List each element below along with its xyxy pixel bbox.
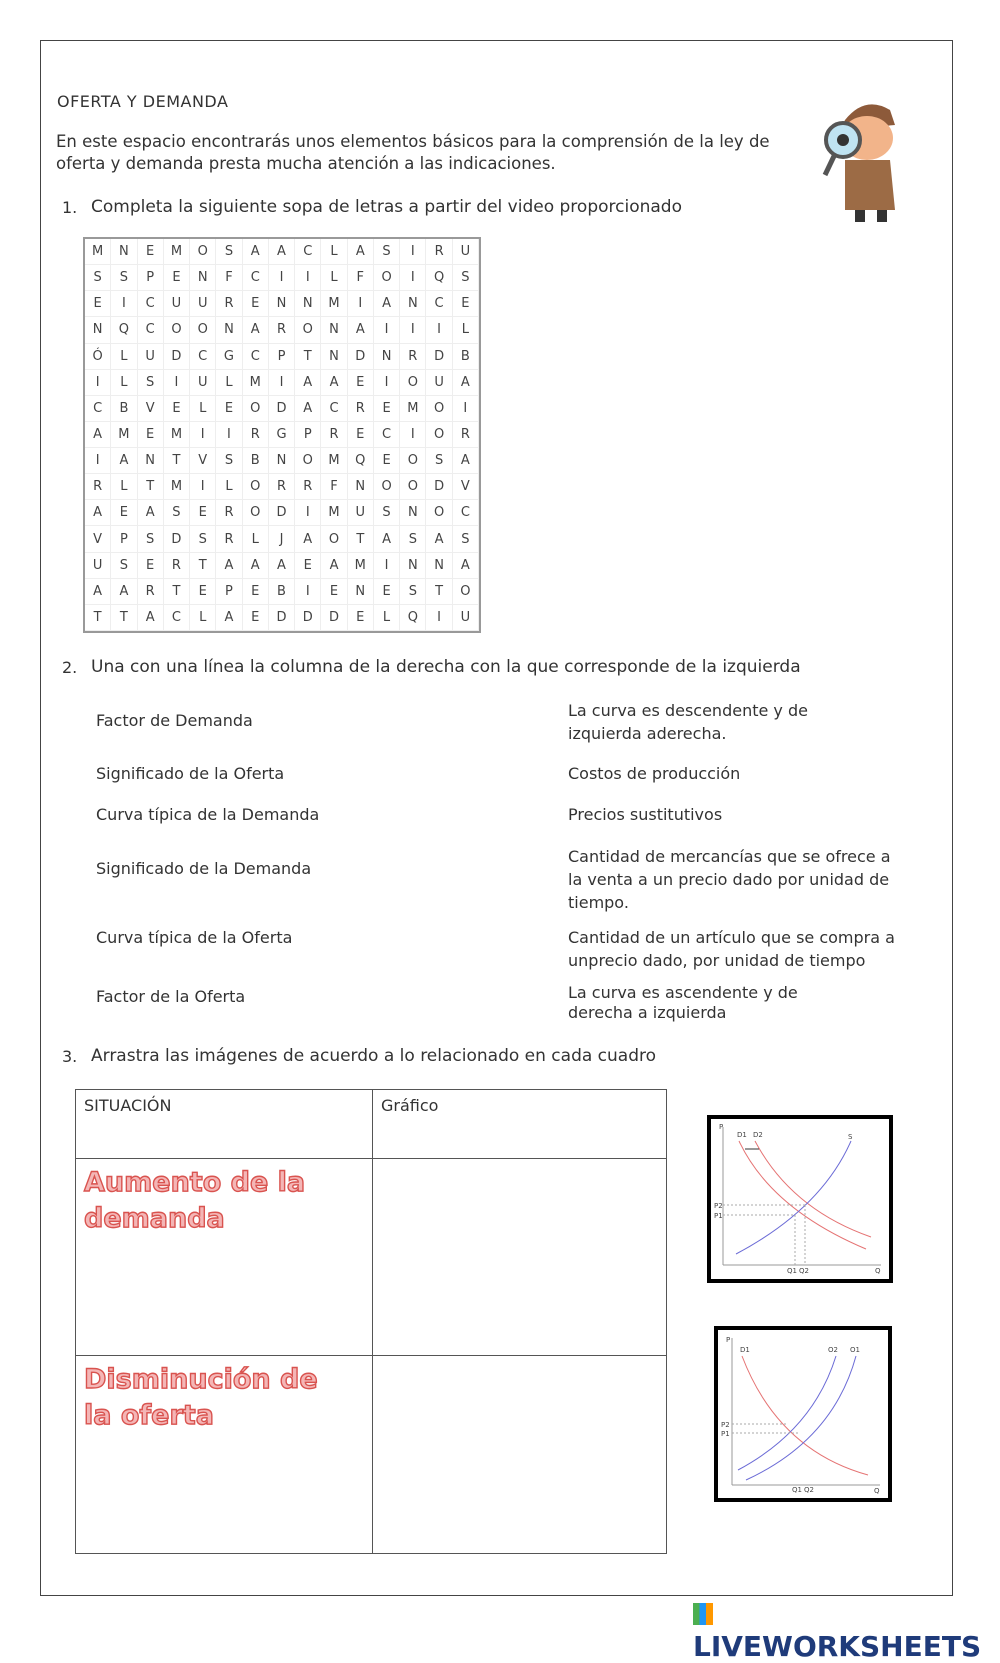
letter-cell[interactable]: C <box>164 605 190 631</box>
letter-cell[interactable]: E <box>190 500 216 526</box>
detective-icon <box>805 90 925 225</box>
demand-curve-d1 <box>739 1141 866 1249</box>
letter-cell[interactable]: R <box>269 317 295 343</box>
axis-p-label: P <box>719 1123 724 1131</box>
letter-cell[interactable]: N <box>348 474 374 500</box>
letter-cell[interactable]: I <box>374 370 400 396</box>
letter-cell[interactable]: I <box>85 448 111 474</box>
letter-cell[interactable]: O <box>453 579 479 605</box>
p1-label: P1 <box>714 1212 723 1220</box>
letter-cell[interactable]: U <box>453 605 479 631</box>
letter-cell[interactable]: T <box>85 605 111 631</box>
letter-cell[interactable]: R <box>295 474 321 500</box>
draggable-chart-demand-shift[interactable] <box>707 1115 893 1283</box>
right-item-6[interactable]: La curva es ascendente y de derecha a izquierda <box>568 983 798 1022</box>
letter-cell[interactable]: R <box>164 553 190 579</box>
drop-zone-1[interactable] <box>373 1159 667 1356</box>
letter-cell[interactable]: E <box>216 396 242 422</box>
letter-cell[interactable]: U <box>348 500 374 526</box>
letter-cell[interactable]: Q <box>400 605 426 631</box>
letter-cell[interactable]: E <box>243 291 269 317</box>
letter-cell[interactable]: S <box>400 579 426 605</box>
letter-cell[interactable]: A <box>374 291 400 317</box>
letter-cell[interactable]: N <box>400 291 426 317</box>
letter-cell[interactable]: E <box>374 448 400 474</box>
left-item-6[interactable]: Factor de la Oferta <box>96 987 246 1006</box>
letter-cell[interactable]: I <box>295 500 321 526</box>
header-situation: SITUACIÓN <box>76 1090 373 1159</box>
letter-cell[interactable]: C <box>243 344 269 370</box>
letter-cell[interactable]: I <box>374 553 400 579</box>
letter-cell[interactable]: R <box>348 396 374 422</box>
right-item-3[interactable]: Precios sustitutivos <box>568 805 723 824</box>
letter-cell[interactable]: R <box>243 422 269 448</box>
letter-cell[interactable]: F <box>216 265 242 291</box>
letter-cell[interactable]: N <box>374 344 400 370</box>
letter-cell[interactable]: S <box>111 553 137 579</box>
letter-cell[interactable]: C <box>85 396 111 422</box>
letter-cell[interactable]: I <box>216 422 242 448</box>
axis-p-label: P <box>726 1336 731 1344</box>
letter-cell[interactable]: Q <box>111 317 137 343</box>
q2-label: Q2 <box>799 1267 809 1275</box>
left-item-1[interactable]: Factor de Demanda <box>96 711 253 730</box>
letter-cell[interactable]: R <box>321 422 347 448</box>
axis-q-label: Q <box>874 1487 880 1495</box>
letter-cell[interactable]: I <box>400 317 426 343</box>
letter-cell[interactable]: M <box>400 396 426 422</box>
letter-cell[interactable]: O <box>374 265 400 291</box>
letter-cell[interactable]: I <box>374 317 400 343</box>
letter-cell[interactable]: M <box>164 422 190 448</box>
letter-cell[interactable]: O <box>295 448 321 474</box>
letter-cell[interactable]: V <box>190 448 216 474</box>
right-item-1[interactable]: La curva es descendente y de izquierda aderecha. <box>568 701 808 743</box>
q2-label: Q2 <box>804 1486 814 1494</box>
letter-cell[interactable]: E <box>164 396 190 422</box>
letter-cell[interactable]: N <box>321 317 347 343</box>
letter-cell[interactable]: R <box>400 344 426 370</box>
p2-label: P2 <box>721 1421 730 1429</box>
letter-cell[interactable]: L <box>243 526 269 552</box>
letter-cell[interactable]: T <box>164 579 190 605</box>
letter-cell[interactable]: B <box>453 344 479 370</box>
letter-cell[interactable]: I <box>295 579 321 605</box>
letter-cell[interactable]: Ó <box>85 344 111 370</box>
q2-number: 2. <box>62 658 78 677</box>
letter-cell[interactable]: E <box>243 579 269 605</box>
letter-cell[interactable]: E <box>453 291 479 317</box>
letter-cell[interactable]: N <box>111 239 137 265</box>
situation-demand-increase: Aumento de la demanda <box>84 1167 306 1234</box>
letter-cell[interactable]: A <box>138 605 164 631</box>
logo-icon <box>693 1603 713 1625</box>
letter-cell[interactable]: E <box>348 605 374 631</box>
letter-cell[interactable]: C <box>295 239 321 265</box>
letter-cell[interactable]: G <box>269 422 295 448</box>
letter-cell[interactable]: I <box>426 317 452 343</box>
letter-cell[interactable]: N <box>216 317 242 343</box>
letter-cell[interactable]: S <box>85 265 111 291</box>
letter-cell[interactable]: G <box>216 344 242 370</box>
header-grafico: Gráfico <box>373 1090 667 1159</box>
letter-cell[interactable]: O <box>400 370 426 396</box>
p1-label: P1 <box>721 1430 730 1438</box>
letter-cell[interactable]: A <box>295 526 321 552</box>
letter-cell[interactable]: I <box>453 396 479 422</box>
letter-cell[interactable]: A <box>295 370 321 396</box>
letter-cell[interactable]: U <box>85 553 111 579</box>
letter-cell[interactable]: Q <box>426 265 452 291</box>
letter-cell[interactable]: S <box>138 370 164 396</box>
letter-cell[interactable]: L <box>374 605 400 631</box>
letter-cell[interactable]: N <box>190 265 216 291</box>
letter-cell[interactable]: E <box>111 500 137 526</box>
letter-cell[interactable]: E <box>295 553 321 579</box>
letter-cell[interactable]: A <box>453 553 479 579</box>
letter-cell[interactable]: A <box>111 448 137 474</box>
letter-cell[interactable]: F <box>348 265 374 291</box>
letter-cell[interactable]: O <box>400 474 426 500</box>
letter-cell[interactable]: T <box>111 605 137 631</box>
letter-cell[interactable]: I <box>400 239 426 265</box>
letter-cell[interactable]: O <box>190 317 216 343</box>
letter-cell[interactable]: O <box>243 474 269 500</box>
letter-cell[interactable]: U <box>164 291 190 317</box>
letter-cell[interactable]: M <box>321 500 347 526</box>
q1-text: Completa la siguiente sopa de letras a partir del video proporcionado <box>91 197 682 217</box>
letter-cell[interactable]: A <box>269 553 295 579</box>
letter-cell[interactable]: M <box>164 474 190 500</box>
letter-cell[interactable]: E <box>321 579 347 605</box>
letter-cell[interactable]: R <box>453 422 479 448</box>
p2-label: P2 <box>714 1202 723 1210</box>
letter-cell[interactable]: C <box>374 422 400 448</box>
letter-cell[interactable]: A <box>295 396 321 422</box>
letter-cell[interactable]: J <box>269 526 295 552</box>
letter-cell[interactable]: M <box>111 422 137 448</box>
letter-cell[interactable]: S <box>164 500 190 526</box>
draggable-chart-supply-shift[interactable] <box>714 1326 892 1502</box>
letter-cell[interactable]: D <box>269 396 295 422</box>
letter-cell[interactable]: L <box>453 317 479 343</box>
letter-cell[interactable]: S <box>426 448 452 474</box>
letter-cell[interactable]: N <box>295 291 321 317</box>
letter-cell[interactable]: L <box>190 605 216 631</box>
letter-cell[interactable]: E <box>374 396 400 422</box>
letter-cell[interactable]: A <box>243 239 269 265</box>
letter-cell[interactable]: D <box>164 526 190 552</box>
letter-cell[interactable]: C <box>426 291 452 317</box>
letter-cell[interactable]: E <box>164 265 190 291</box>
letter-cell[interactable]: T <box>295 344 321 370</box>
letter-cell[interactable]: A <box>243 553 269 579</box>
letter-cell[interactable]: A <box>243 317 269 343</box>
letter-cell[interactable]: V <box>85 526 111 552</box>
letter-cell[interactable]: I <box>295 265 321 291</box>
letter-cell[interactable]: D <box>269 605 295 631</box>
letter-cell[interactable]: R <box>216 291 242 317</box>
letter-cell[interactable]: P <box>295 422 321 448</box>
letter-cell[interactable]: R <box>85 474 111 500</box>
letter-cell[interactable]: E <box>138 239 164 265</box>
letter-cell[interactable]: L <box>321 239 347 265</box>
letter-cell[interactable]: T <box>426 579 452 605</box>
letter-cell[interactable]: O <box>321 526 347 552</box>
letter-cell[interactable]: U <box>426 370 452 396</box>
letter-cell[interactable]: A <box>426 526 452 552</box>
letter-cell[interactable]: F <box>321 474 347 500</box>
left-item-5[interactable]: Curva típica de la Oferta <box>96 928 293 947</box>
letter-cell[interactable]: N <box>400 500 426 526</box>
letter-cell[interactable]: U <box>190 370 216 396</box>
letter-cell[interactable]: S <box>216 239 242 265</box>
letter-cell[interactable]: L <box>216 474 242 500</box>
letter-cell[interactable]: L <box>216 370 242 396</box>
letter-cell[interactable]: S <box>453 526 479 552</box>
letter-cell[interactable]: I <box>269 370 295 396</box>
letter-cell[interactable]: R <box>138 579 164 605</box>
letter-cell[interactable]: D <box>269 500 295 526</box>
d1-label: D1 <box>740 1346 750 1354</box>
axis-q-label: Q <box>875 1267 881 1275</box>
letter-cell[interactable]: I <box>269 265 295 291</box>
letter-cell[interactable]: E <box>243 605 269 631</box>
letter-cell[interactable]: S <box>400 526 426 552</box>
letter-cell[interactable]: M <box>321 291 347 317</box>
letter-cell[interactable]: I <box>426 605 452 631</box>
letter-cell[interactable]: A <box>85 579 111 605</box>
d1-label: D1 <box>737 1131 747 1139</box>
letter-cell[interactable]: I <box>111 291 137 317</box>
letter-cell[interactable]: I <box>190 474 216 500</box>
letter-cell[interactable]: O <box>243 396 269 422</box>
letter-cell[interactable]: P <box>111 526 137 552</box>
letter-cell[interactable]: D <box>426 474 452 500</box>
letter-cell[interactable]: D <box>321 605 347 631</box>
letter-cell[interactable]: E <box>138 422 164 448</box>
letter-cell[interactable]: U <box>190 291 216 317</box>
supply-curve-o1 <box>746 1356 856 1480</box>
letter-cell[interactable]: A <box>321 370 347 396</box>
letter-cell[interactable]: T <box>348 526 374 552</box>
letter-cell[interactable]: L <box>321 265 347 291</box>
letter-cell[interactable]: P <box>138 265 164 291</box>
supply-curve-s <box>736 1141 851 1254</box>
letter-cell[interactable]: N <box>426 553 452 579</box>
s-label: S <box>848 1133 853 1141</box>
letter-cell[interactable]: N <box>321 344 347 370</box>
letter-cell[interactable]: O <box>400 448 426 474</box>
drop-zone-2[interactable] <box>373 1356 667 1554</box>
liveworksheets-logo: LIVEWORKSHEETS <box>693 1597 1000 1663</box>
letter-cell[interactable]: M <box>85 239 111 265</box>
letter-cell[interactable]: N <box>269 448 295 474</box>
letter-cell[interactable]: R <box>269 474 295 500</box>
letter-cell[interactable]: O <box>426 396 452 422</box>
letter-cell[interactable]: C <box>138 317 164 343</box>
right-item-4[interactable]: Cantidad de mercancías que se ofrece a la venta a un precio dado por unidad de tiempo. <box>568 847 891 912</box>
letter-cell[interactable]: O <box>243 500 269 526</box>
right-item-5[interactable]: Cantidad de un artículo que se compra a unprecio dado, por unidad de tiempo <box>568 928 895 970</box>
d2-label: D2 <box>753 1131 763 1139</box>
letter-cell[interactable]: N <box>269 291 295 317</box>
letter-cell[interactable]: S <box>190 526 216 552</box>
letter-cell[interactable]: O <box>295 317 321 343</box>
letter-cell[interactable]: A <box>348 239 374 265</box>
letter-cell[interactable]: N <box>348 579 374 605</box>
letter-cell[interactable]: S <box>374 500 400 526</box>
letter-cell[interactable]: A <box>321 553 347 579</box>
q1-label: Q1 <box>787 1267 797 1275</box>
letter-cell[interactable]: A <box>138 500 164 526</box>
letter-cell[interactable]: I <box>400 265 426 291</box>
letter-cell[interactable]: E <box>85 291 111 317</box>
letter-cell[interactable]: N <box>138 448 164 474</box>
letter-cell[interactable]: R <box>216 526 242 552</box>
letter-cell[interactable]: A <box>348 317 374 343</box>
letter-cell[interactable]: S <box>453 265 479 291</box>
supply-curve-o2 <box>738 1356 836 1470</box>
letter-cell[interactable]: A <box>85 422 111 448</box>
letter-cell[interactable]: E <box>138 553 164 579</box>
q1-label: Q1 <box>792 1486 802 1494</box>
letter-cell[interactable]: C <box>138 291 164 317</box>
letter-cell[interactable]: A <box>453 448 479 474</box>
letter-cell[interactable]: N <box>400 553 426 579</box>
letter-cell[interactable]: T <box>190 553 216 579</box>
letter-cell[interactable]: C <box>453 500 479 526</box>
q2-text: Una con una línea la columna de la derecha con la que corresponde de la izquierda <box>91 657 801 677</box>
letter-cell[interactable]: S <box>111 265 137 291</box>
right-item-2[interactable]: Costos de producción <box>568 764 741 783</box>
letter-cell[interactable]: P <box>216 579 242 605</box>
letter-cell[interactable]: S <box>216 448 242 474</box>
letter-cell[interactable]: A <box>453 370 479 396</box>
left-item-4[interactable]: Significado de la Demanda <box>96 859 312 878</box>
letter-cell[interactable]: V <box>138 396 164 422</box>
letter-cell[interactable]: B <box>269 579 295 605</box>
o1-label: O1 <box>850 1346 860 1354</box>
letter-cell[interactable]: M <box>348 553 374 579</box>
letter-cell[interactable]: L <box>190 396 216 422</box>
letter-cell[interactable]: O <box>426 500 452 526</box>
situation-supply-decrease: Disminución de la oferta <box>84 1364 318 1431</box>
situation-table <box>75 1089 667 1554</box>
letter-cell[interactable]: M <box>164 239 190 265</box>
page-title: OFERTA Y DEMANDA <box>57 92 229 111</box>
letter-cell[interactable]: E <box>348 422 374 448</box>
letter-cell[interactable]: A <box>374 526 400 552</box>
letter-cell[interactable]: N <box>85 317 111 343</box>
letter-cell[interactable]: A <box>269 239 295 265</box>
letter-cell[interactable]: V <box>453 474 479 500</box>
letter-cell[interactable]: O <box>164 317 190 343</box>
letter-cell[interactable]: C <box>321 396 347 422</box>
letter-cell[interactable]: O <box>426 422 452 448</box>
letter-cell[interactable]: E <box>190 579 216 605</box>
letter-cell[interactable]: D <box>348 344 374 370</box>
letter-cell[interactable]: U <box>138 344 164 370</box>
q3-text: Arrastra las imágenes de acuerdo a lo relacionado en cada cuadro <box>91 1046 657 1066</box>
letter-cell[interactable]: U <box>453 239 479 265</box>
letter-cell[interactable]: I <box>400 422 426 448</box>
letter-cell[interactable]: D <box>164 344 190 370</box>
letter-cell[interactable]: I <box>85 370 111 396</box>
letter-cell[interactable]: D <box>295 605 321 631</box>
word-search-grid <box>83 237 481 633</box>
letter-cell[interactable]: O <box>374 474 400 500</box>
letter-cell[interactable]: C <box>190 344 216 370</box>
letter-cell[interactable]: D <box>426 344 452 370</box>
q3-number: 3. <box>62 1047 78 1066</box>
letter-cell[interactable]: A <box>216 605 242 631</box>
letter-cell[interactable]: T <box>138 474 164 500</box>
letter-cell[interactable]: L <box>111 370 137 396</box>
letter-cell[interactable]: I <box>164 370 190 396</box>
letter-cell[interactable]: M <box>243 370 269 396</box>
letter-cell[interactable]: E <box>374 579 400 605</box>
q1-number: 1. <box>62 198 78 217</box>
letter-cell[interactable]: A <box>111 579 137 605</box>
letter-cell[interactable]: L <box>111 344 137 370</box>
letter-cell[interactable]: B <box>111 396 137 422</box>
letter-cell[interactable]: M <box>321 448 347 474</box>
letter-cell[interactable]: O <box>190 239 216 265</box>
letter-cell[interactable]: R <box>426 239 452 265</box>
letter-cell[interactable]: L <box>111 474 137 500</box>
letter-cell[interactable]: S <box>138 526 164 552</box>
letter-cell[interactable]: T <box>164 448 190 474</box>
intro-text: En este espacio encontrarás unos elementos básicos para la comprensión de la ley de oferta y demanda presta mucha atención a las indicaciones. <box>56 132 770 173</box>
left-item-2[interactable]: Significado de la Oferta <box>96 764 285 783</box>
left-item-3[interactable]: Curva típica de la Demanda <box>96 805 320 824</box>
letter-cell[interactable]: Q <box>348 448 374 474</box>
letter-cell[interactable]: A <box>85 500 111 526</box>
o2-label: O2 <box>828 1346 838 1354</box>
letter-cell[interactable]: S <box>374 239 400 265</box>
letter-cell[interactable]: E <box>348 370 374 396</box>
letter-cell[interactable]: R <box>216 500 242 526</box>
letter-cell[interactable]: A <box>216 553 242 579</box>
letter-cell[interactable]: B <box>243 448 269 474</box>
letter-cell[interactable]: I <box>348 291 374 317</box>
letter-cell[interactable]: I <box>190 422 216 448</box>
letter-cell[interactable]: P <box>269 344 295 370</box>
letter-cell[interactable]: C <box>243 265 269 291</box>
